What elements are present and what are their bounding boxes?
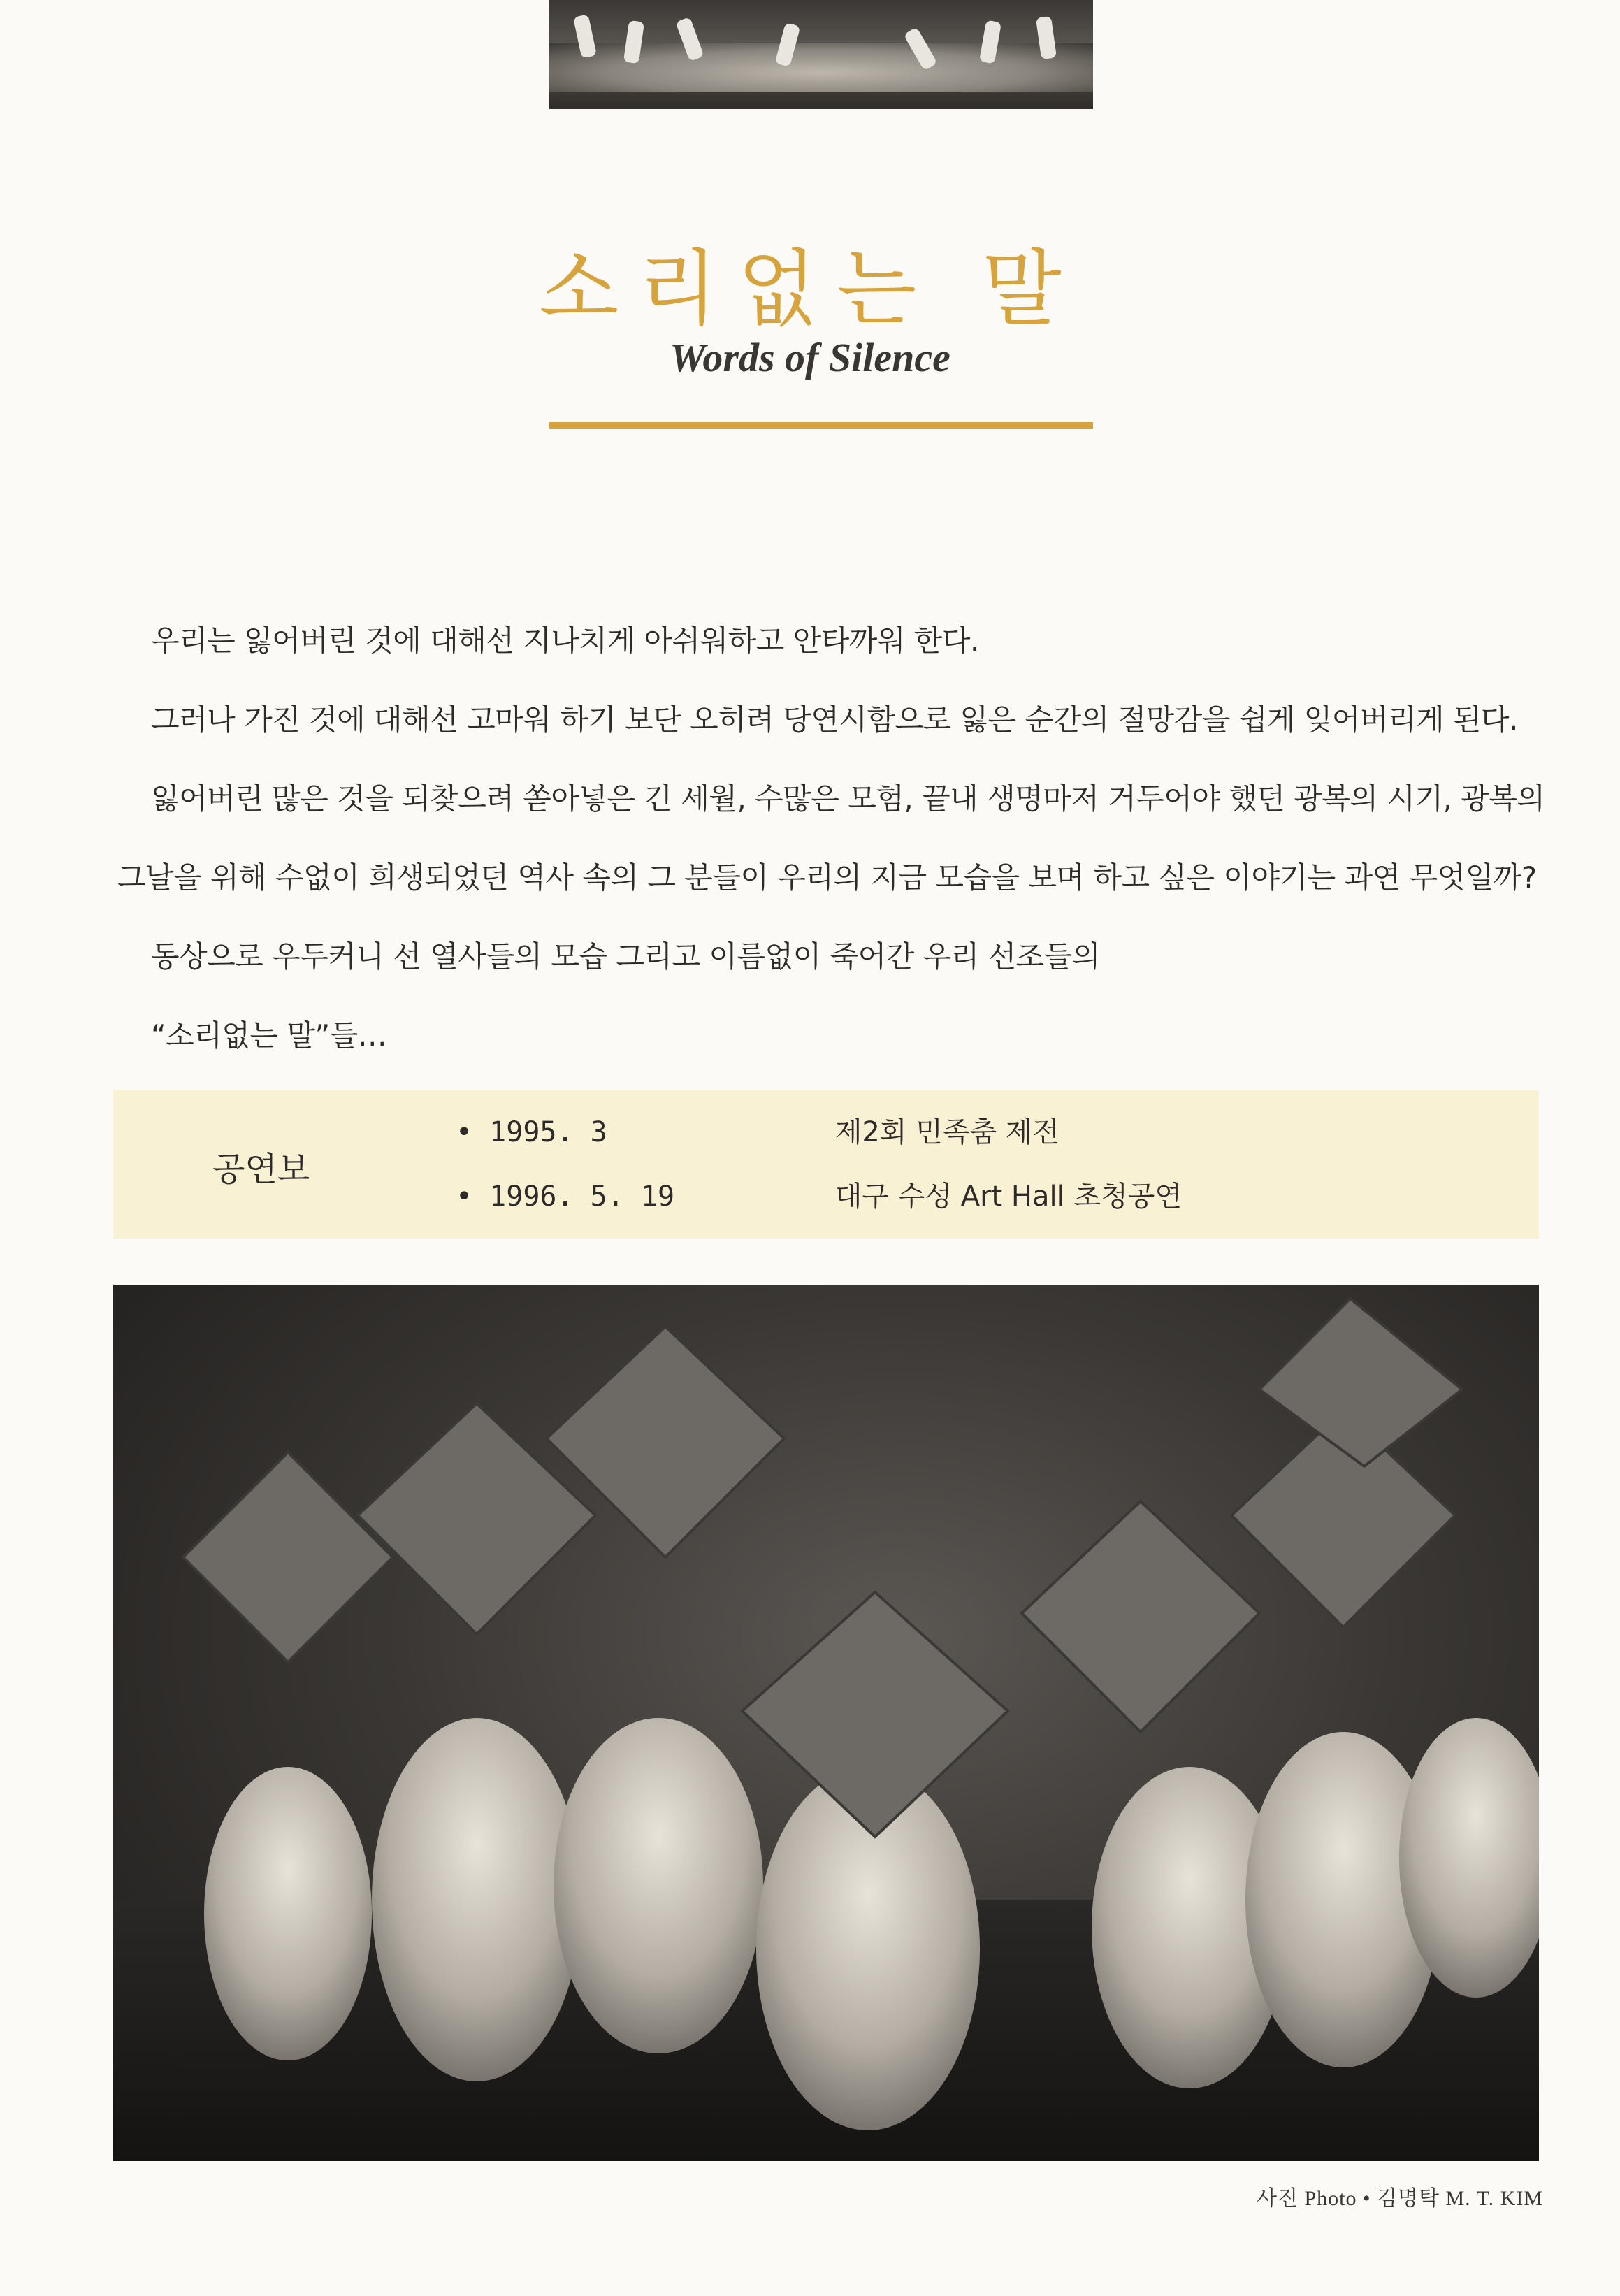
paragraph-line: 우리는 잃어버린 것에 대해선 지나치게 아쉬워하고 안타까워 한다. bbox=[151, 623, 979, 658]
paragraph-line: 그날을 위해 수없이 희생되었던 역사 속의 그 분들이 우리의 지금 모습을 보며 하고 싶은 이야기는 과연 무엇일까? bbox=[117, 860, 1537, 895]
performance-event: 대구 수성 Art Hall 초청공연 bbox=[834, 1181, 1183, 1213]
paragraph-line: “소리없는 말”들… bbox=[151, 1018, 387, 1053]
diamond-boards bbox=[183, 1299, 1462, 1837]
paragraph-line: 잃어버린 많은 것을 되찾으려 쏟아넣은 긴 세월, 수많은 모험, 끝내 생명마저 거두어야 했던 광복의 시기, 광복의 bbox=[151, 781, 1545, 816]
intro-text bbox=[117, 601, 1545, 1075]
page-subtitle: Words of Silence bbox=[670, 335, 950, 380]
performance-entry bbox=[456, 1176, 1182, 1218]
page-title: 소리없는 말 bbox=[539, 240, 1081, 337]
photo-credit: 사진 Photo • 김명탁 M. T. KIM bbox=[1257, 2187, 1543, 2210]
performance-event: 제2회 민족춤 제전 bbox=[834, 1116, 1060, 1148]
photo-illustration bbox=[113, 1285, 1539, 2161]
performance-entry bbox=[456, 1111, 1059, 1153]
performance-date: • 1996. 5. 19 bbox=[456, 1181, 675, 1213]
title-divider bbox=[549, 422, 1093, 429]
paragraph-line: 그러나 가진 것에 대해선 고마워 하기 보단 오히려 당연시함으로 잃은 순간의 절망감을 쉽게 잊어버리게 된다. bbox=[151, 702, 1518, 737]
performance-date: • 1995. 3 bbox=[456, 1116, 607, 1148]
performance-history-label: 공연보 bbox=[212, 1150, 310, 1189]
paragraph-line: 동상으로 우두커니 선 열사들의 모습 그리고 이름없이 죽어간 우리 선조들의 bbox=[151, 939, 1100, 974]
performance-history-box bbox=[113, 1090, 1539, 1239]
header-photo bbox=[549, 0, 1093, 109]
performance-photo bbox=[113, 1285, 1539, 2161]
